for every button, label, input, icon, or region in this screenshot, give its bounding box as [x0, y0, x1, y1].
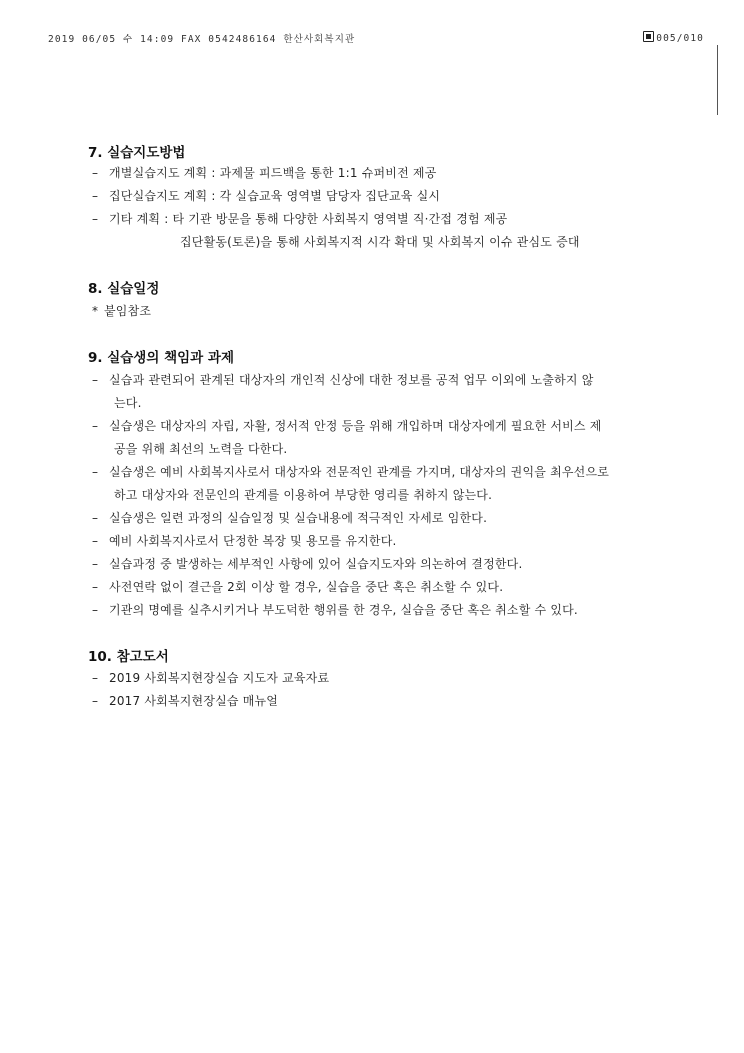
section-10-item — [92, 692, 278, 709]
section-9-item — [92, 417, 602, 434]
item-text: 실습생은 대상자의 자립, 자활, 정서적 안정 등을 위해 개입하며 대상자에게 필요한 서비스 제 — [109, 419, 602, 433]
item-text: 기타 계획 : 타 기관 방문을 통해 다양한 사회복지 영역별 직·간접 경험 제공 — [109, 212, 508, 226]
section-8-title: 8. 실습일정 — [88, 281, 160, 297]
section-10-item — [92, 669, 329, 686]
fax-header — [48, 31, 704, 47]
dash-bullet: – — [92, 511, 99, 525]
item-text: 집단실습지도 계획 : 각 실습교육 영역별 담당자 집단교육 실시 — [109, 189, 441, 203]
dash-bullet: – — [92, 189, 99, 203]
fax-page-icon — [643, 31, 654, 42]
note-text: 붙임참조 — [104, 304, 152, 318]
section-7-item — [92, 210, 507, 227]
dash-bullet: – — [92, 534, 99, 548]
section-7-item — [92, 164, 437, 181]
item-text: 기관의 명예를 실추시키거나 부도덕한 행위를 한 경우, 실습을 중단 혹은 취소할 수 있다. — [109, 603, 578, 617]
fax-page-counter — [643, 31, 704, 44]
item-text: 실습과 관련되어 관계된 대상자의 개인적 신상에 대한 정보를 공적 업무 이외에 노출하지 않 — [109, 373, 594, 387]
dash-bullet: – — [92, 603, 99, 617]
dash-bullet: – — [92, 212, 99, 226]
section-7-title: 7. 실습지도방법 — [88, 145, 186, 161]
dash-bullet: – — [92, 671, 99, 685]
item-text: 개별실습지도 계획 : 과제물 피드백을 통한 1:1 슈퍼비전 제공 — [109, 166, 437, 180]
item-text: 예비 사회복지사로서 단정한 복장 및 용모를 유지한다. — [109, 534, 397, 548]
item-text: 2019 사회복지현장실습 지도자 교육자료 — [109, 671, 330, 685]
item-text: 실습생은 일련 과정의 실습일정 및 실습내용에 적극적인 자세로 임한다. — [109, 511, 488, 525]
dash-bullet: – — [92, 166, 99, 180]
section-9-item — [92, 555, 522, 572]
section-10-title: 10. 참고도서 — [88, 649, 169, 665]
section-9-item-wrap: 는다. — [114, 396, 142, 410]
section-9-title: 9. 실습생의 책임과 과제 — [88, 350, 234, 366]
star-bullet: * — [92, 304, 99, 318]
fax-page-number: 005/010 — [656, 33, 704, 44]
section-9-item — [92, 371, 593, 388]
section-9-item — [92, 532, 397, 549]
item-text: 실습생은 예비 사회복지사로서 대상자와 전문적인 관계를 가지며, 대상자의 권익을 최우선으로 — [109, 465, 610, 479]
item-text: 사전연락 없이 결근을 2회 이상 할 경우, 실습을 중단 혹은 취소할 수 있다. — [109, 580, 504, 594]
dash-bullet: – — [92, 419, 99, 433]
section-9-item — [92, 578, 503, 595]
dash-bullet: – — [92, 373, 99, 387]
scan-edge-line — [717, 45, 719, 115]
section-9-item — [92, 601, 578, 618]
dash-bullet: – — [92, 557, 99, 571]
section-9-item-wrap: 공을 위해 최선의 노력을 다한다. — [114, 442, 288, 456]
section-8-note — [92, 302, 151, 319]
section-7-continuation: 집단활동(토론)을 통해 사회복지적 시각 확대 및 사회복지 이슈 관심도 증대 — [180, 235, 580, 249]
fax-header-left: 2019 06/05 수 14:09 FAX 0542486164 한산사회복지관 — [48, 34, 356, 45]
dash-bullet: – — [92, 580, 99, 594]
dash-bullet: – — [92, 694, 99, 708]
section-7-item — [92, 187, 440, 204]
item-text: 실습과정 중 발생하는 세부적인 사항에 있어 실습지도자와 의논하여 결정한다. — [109, 557, 523, 571]
section-9-item — [92, 463, 609, 480]
item-text: 2017 사회복지현장실습 매뉴얼 — [109, 694, 279, 708]
dash-bullet: – — [92, 465, 99, 479]
section-9-item — [92, 509, 487, 526]
section-9-item-wrap: 하고 대상자와 전문인의 관계를 이용하여 부당한 영리를 취하지 않는다. — [114, 488, 493, 502]
